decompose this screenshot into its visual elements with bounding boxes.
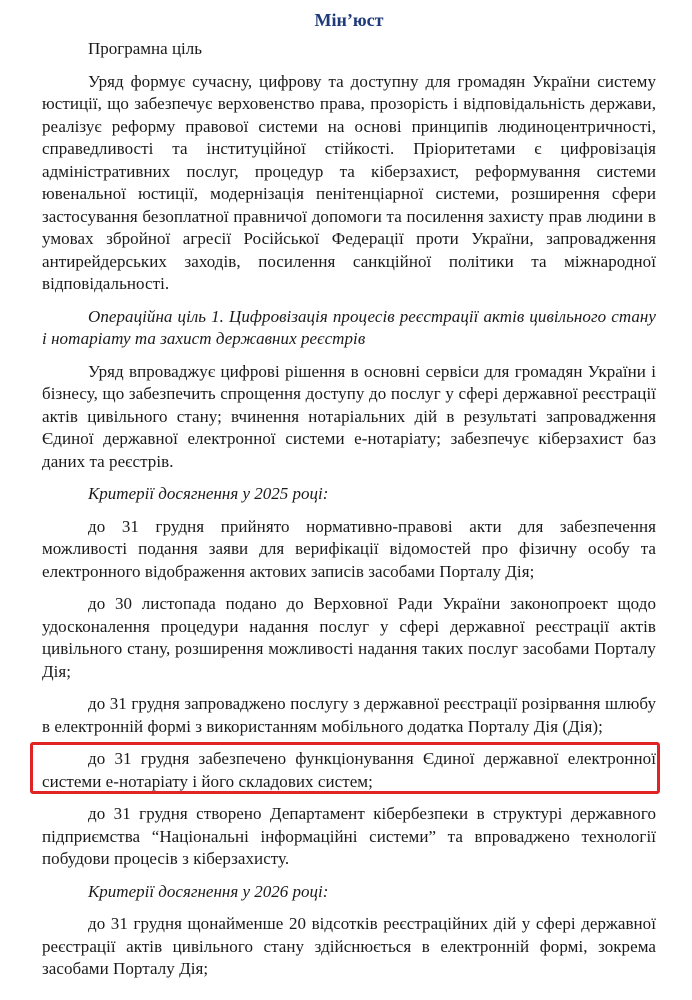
criteria-2025-item: до 31 грудня створено Департамент кібербезпеки в структурі державного підприємства “Національні інформаційні системи” та впроваджено технології побудови процесів з кіберзахисту.	[42, 804, 656, 868]
document-page	[42, 8, 656, 991]
program-goal-text: Уряд формує сучасну, цифрову та доступну для громадян України систему юстиції, що забезпечує верховенство права, прозорість і відповідальність держави, реалізує реформу правової системи на основі принципів людиноцентричності, справедливості та інституційної стійкості. Пріоритетами є цифровізація адміністративних послуг, процедур та кіберзахист, реформування системи ювенальної юстиції, модернізація пенітенціарної системи, розширення сфери застосування безоплатної правничої допомоги та посилення захисту прав людини в умовах збройної агресії Російської Федерації проти України, запровадження антирейдерських заходів, посилення санкційної політики та міжнародної відповідальності.	[42, 71, 656, 293]
criteria-2026-title: Критерії досягнення у 2026 році:	[88, 881, 329, 901]
criteria-2025-item-highlighted: до 31 грудня забезпечено функціонування Єдиної державної електронної системи е-нотаріату і його складових систем;	[42, 749, 656, 791]
highlighted-criterion	[42, 748, 656, 793]
criteria-2025-item: до 30 листопада подано до Верховної Ради України законопроект щодо удосконалення процедури надання послуг у сфері державної реєстрації актів цивільного стану, розширення можливості надання таких послуг засобами Порталу Дія;	[42, 594, 656, 681]
operational-goal-title: Операційна ціль 1. Цифровізація процесів реєстрації актів цивільного стану і нотаріату та захист державних реєстрів	[42, 306, 656, 348]
criteria-2025-item: до 31 грудня прийнято нормативно-правові акти для забезпечення можливості подання заяви для верифікації відомостей про фізичну особу та електронного відображення актових записів засобами Порталу Дія;	[42, 516, 656, 581]
operational-goal-text: Уряд впроваджує цифрові рішення в основні сервіси для громадян України і бізнесу, що забезпечить спрощення доступу до послуг у сфері державної реєстрації актів цивільного стану; вчинення нотаріальних дій в результаті запровадження Єдиної державної електронної системи е-нотаріату; забезпечує кіберзахист баз даних та реєстрів.	[42, 361, 656, 471]
criteria-2025-item: до 31 грудня запроваджено послугу з державної реєстрації розірвання шлюбу в електронній формі з використанням мобільного додатка Порталу Дія (Дія);	[42, 694, 656, 736]
program-goal-label: Програмна ціль	[88, 39, 203, 58]
criteria-2025-title: Критерії досягнення у 2025 році:	[88, 484, 329, 503]
ministry-title: Мін’юст	[314, 10, 384, 30]
criteria-2026-item: до 31 грудня щонайменше 20 відсотків реєстраційних дій у сфері державної реєстрації актів цивільного стану здійснюється в електронній формі, зокрема засобами Порталу Дія;	[42, 914, 656, 978]
